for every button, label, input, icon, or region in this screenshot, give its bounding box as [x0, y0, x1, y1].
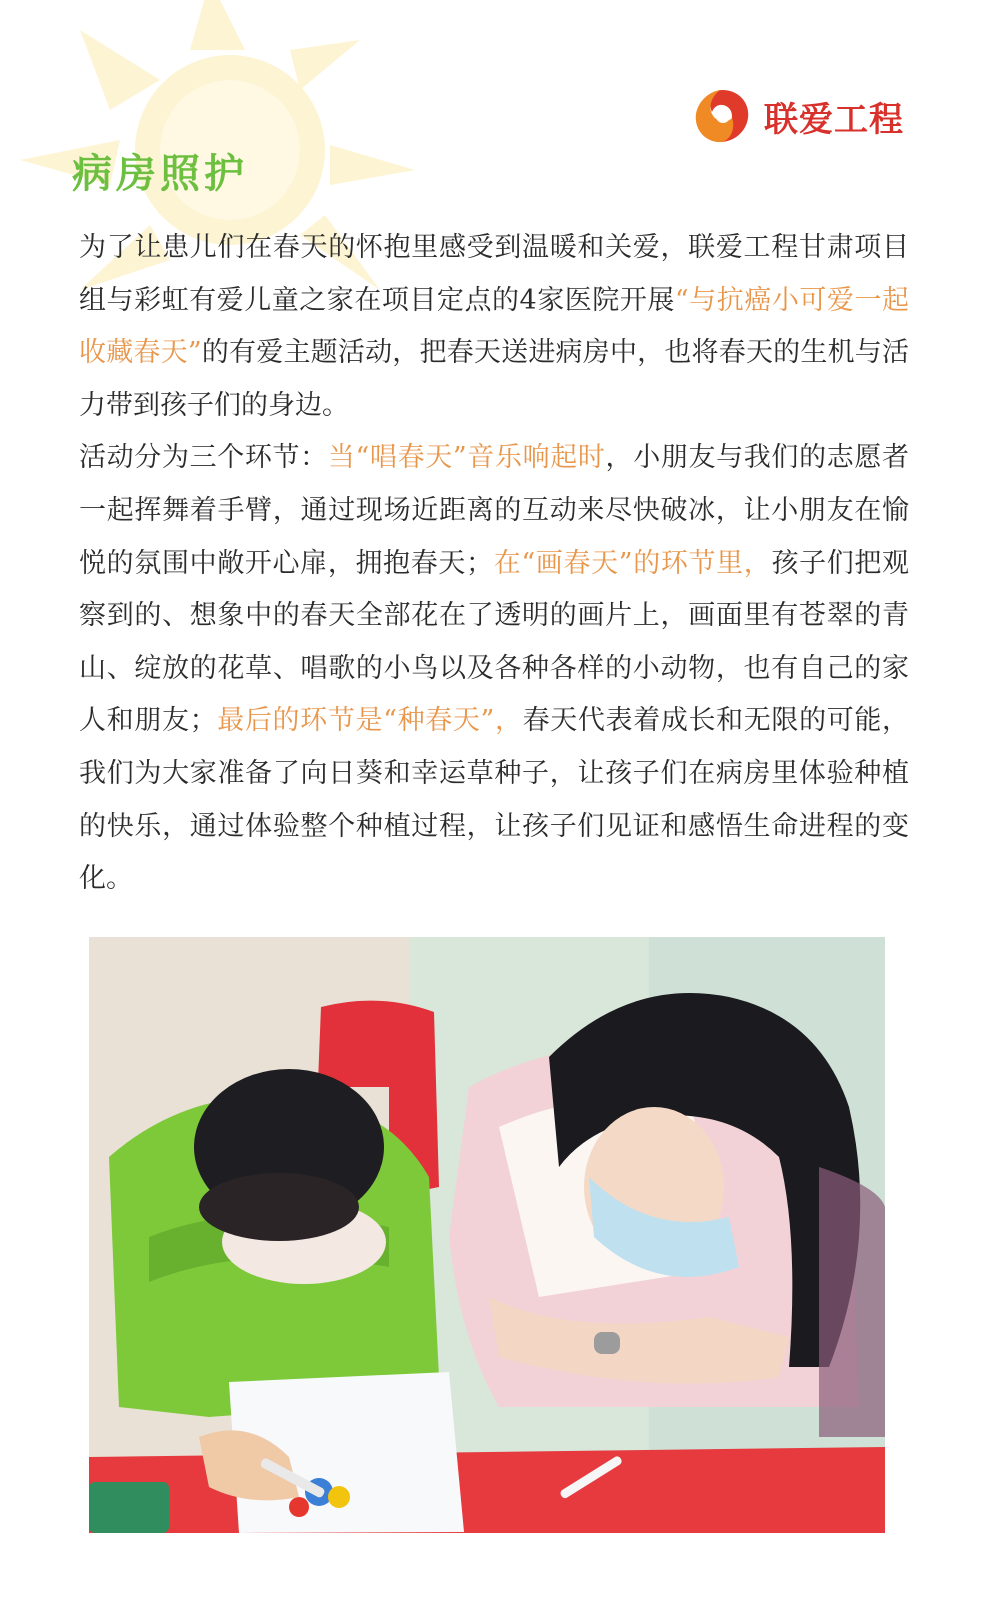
activity-photo — [89, 937, 885, 1533]
paragraph-2-text-d: 春天代表着成长和无限的可能，我们为大家准备了向日葵和幸运草种子，让孩子们在病房里体验种植的快乐，通过体验整个种植过程，让孩子们见证和感悟生命进程的变化。 — [79, 705, 910, 895]
paragraph-2-text-c: 孩子们把观察到的、想象中的春天全部花在了透明的画片上，画面里有苍翠的青山、绽放的花草、唱歌的小鸟以及各种各样的小动物，也有自己的家人和朋友； — [79, 547, 910, 737]
paragraph-1-text-a: 为了让患儿们在春天的怀抱里感受到温暖和关爱，联爱工程甘肃项目组与彩虹有爱儿童之家在项目定点的4家医院开展 — [79, 232, 909, 316]
section-title: 病房照护 — [72, 151, 248, 197]
paragraph-2-highlight-sing: 当“唱春天”音乐响起时 — [327, 442, 606, 474]
brand-logo — [690, 82, 904, 150]
paragraph-2 — [79, 442, 909, 894]
paragraph-2-text-a: 活动分为三个环节： — [79, 442, 328, 474]
lianai-logo-icon — [690, 84, 754, 148]
paragraph-1-text-b: 的有爱主题活动，把春天送进病房中，也将春天的生机与活力带到孩子们的身边。 — [79, 337, 910, 421]
paragraph-1-highlight: “与抗癌小可爱一起收藏春天” — [79, 284, 909, 369]
article-body — [79, 222, 909, 906]
logo-text: 联爱工程 — [764, 99, 904, 140]
paragraph-1 — [79, 232, 909, 421]
paragraph-2-text-b: ，小朋友与我们的志愿者一起挥舞着手臂，通过现场近距离的互动来尽快破冰，让小朋友在愉悦的氛围中敞开心扉，拥抱春天； — [79, 442, 910, 579]
paragraph-2-highlight-draw: 在“画春天”的环节里， — [493, 547, 772, 579]
photo-illustration — [89, 937, 885, 1533]
paragraph-2-highlight-plant: 最后的环节是“种春天”， — [216, 705, 523, 737]
